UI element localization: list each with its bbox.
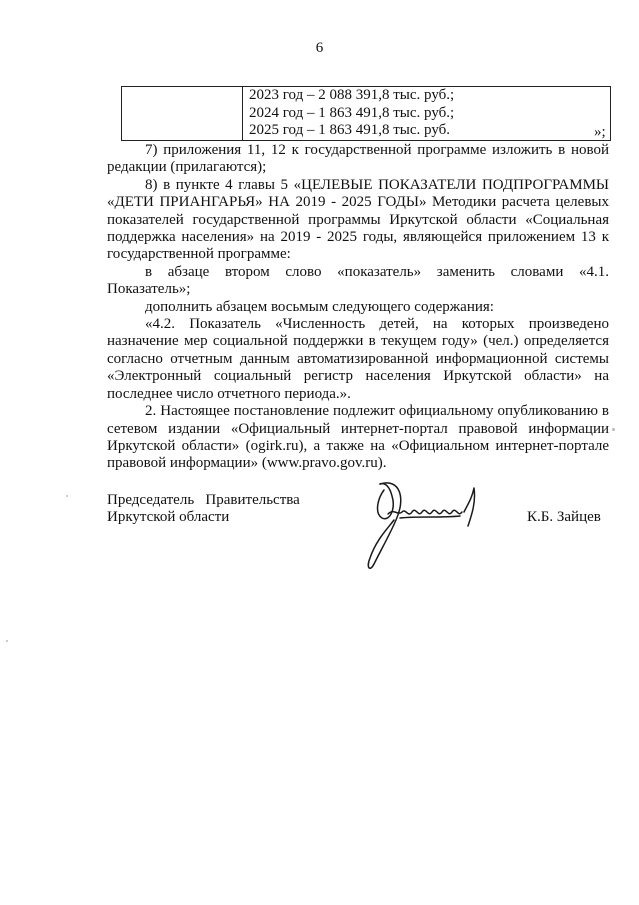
paragraph-item-8: 8) в пункте 4 главы 5 «ЦЕЛЕВЫЕ ПОКАЗАТЕЛИ ПОДПРОГРАММЫ «ДЕТИ ПРИАНГАРЬЯ» НА 2019 - 2025 ГОДЫ» Методики расчета целевых показателей государственной программы Иркутской области «Социальная поддержка населения» на 2019 - 2025 годы, являющейся приложением 13 к государственной программе: (107, 176, 609, 263)
table-row-2025: 2025 год – 1 863 491,8 тыс. руб. (249, 122, 451, 138)
table-row-2023: 2023 год – 2 088 391,8 тыс. руб.; (249, 87, 455, 103)
paragraph-replace-word: в абзаце втором слово «показатель» заменить словами «4.1. Показатель»; (107, 263, 609, 298)
paragraph-publication: 2. Настоящее постановление подлежит официальному опубликованию в сетевом издании «Официальный интернет-портал правовой информации Иркутской области» (ogirk.ru), а также на «Официальном интернет-портале правовой информации» (www.pravo.gov.ru). (107, 403, 609, 472)
scan-speck (66, 495, 68, 497)
handwritten-signature (360, 468, 500, 578)
scan-speck (612, 428, 615, 431)
paragraph-add-eighth: дополнить абзацем восьмым следующего содержания: (145, 298, 494, 315)
page-number: 6 (315, 40, 324, 56)
paragraph-indicator-4-2: «4.2. Показатель «Численность детей, на которых произведено назначение мер социальной поддержки в текущем году» (чел.) определяется согласно отчетным данным автоматизированной информационной системы «Электронный социальный регистр населения Иркутской области» на последнее число отчетного периода.». (107, 316, 609, 402)
signatory-title-line1: Председатель Правительства (107, 492, 300, 508)
table-closing-quote: »; (594, 124, 606, 140)
budget-table (121, 86, 611, 141)
body-text (107, 142, 609, 473)
scan-speck (6, 640, 8, 642)
table-row-2024: 2024 год – 1 863 491,8 тыс. руб.; (249, 104, 455, 121)
signatory-title-line2: Иркутской области (107, 509, 230, 525)
paragraph-item-7: 7) приложения 11, 12 к государственной программе изложить в новой редакции (прилагаются); (107, 142, 609, 176)
table-values-cell (243, 87, 611, 141)
signatory-name: К.Б. Зайцев (527, 509, 601, 525)
table-empty-cell (122, 87, 243, 141)
